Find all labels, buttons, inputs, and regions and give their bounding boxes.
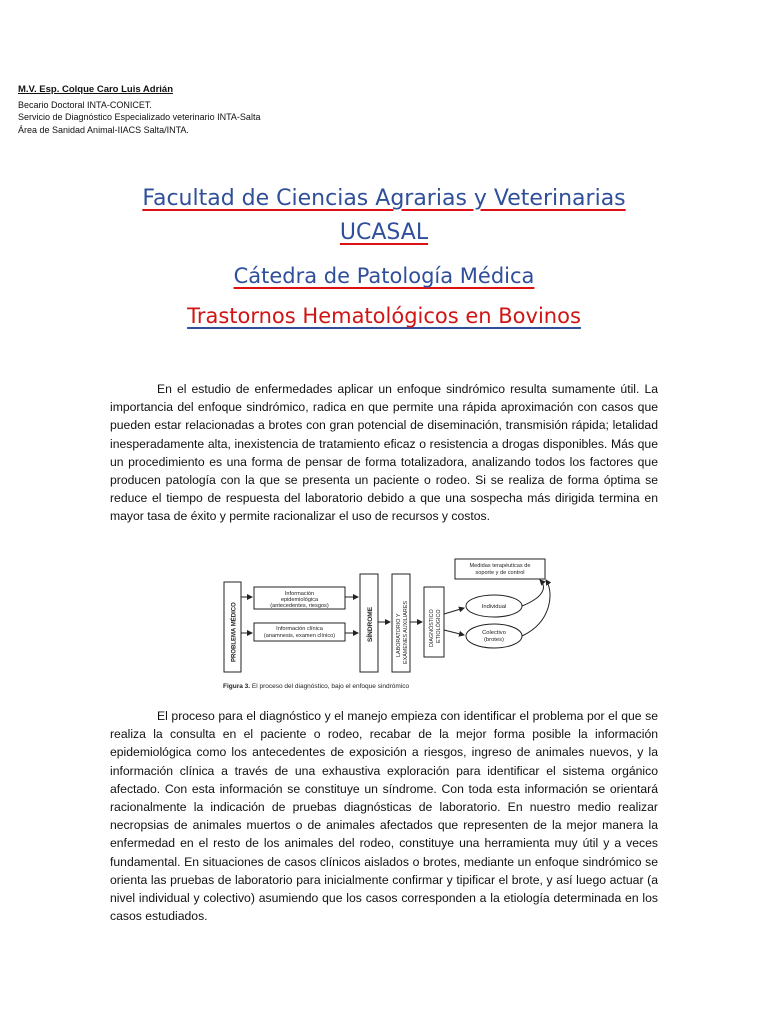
title-block	[0, 182, 768, 328]
individual-label: Individual	[481, 604, 507, 610]
etio-label-2: ETIOLÓGICO	[436, 609, 442, 643]
syndrome-label: SÍNDROME	[367, 606, 374, 642]
paragraph-process: El proceso para el diagnóstico y el manejo empieza con identificar el problema por el que se realiza la consulta en el paciente o rodeo, recabar de la mejor forma posible la información epidemiológica como los antecedentes de exposición a riesgos, ingreso de animales nuevos, y la información clínica a través de una exhaustiva exploración para identificar el sistema orgánico afectado. Con esta información se constituye un síndrome. Con toda esta información se orientará racionalmente la indicación de pruebas diagnósticas de laboratorio. En nuestro medio realizar necropsias de animales muertos o de animales afectados que representen de la mejor manera la enfermedad en el resto de los animales del rodeo, constituye una herramienta muy útil y a veces fundamental. En situaciones de casos clínicos aislados o brotes, mediante un enfoque sindrómico se orienta las pruebas de laboratorio para inicialmente confirmar y tipificar el brote, y así luego actuar (a nivel individual y colectivo) asumiendo que los casos corresponden a la etiología determinada en los casos estudiados.	[110, 709, 658, 924]
author-affiliation-3: Área de Sanidad Animal-IIACS Salta/INTA.	[18, 124, 189, 135]
measures-label-2: soporte y de control	[475, 570, 525, 576]
collective-ellipse	[466, 624, 522, 648]
problem-label: PROBLEMA MÉDICO	[231, 602, 238, 662]
lab-label-1: LABORATORIO Y	[396, 613, 402, 657]
diagnosis-process-diagram	[210, 552, 556, 698]
etio-label-1: DIAGNÓSTICO	[429, 609, 435, 647]
collective-label-1: Colectivo	[482, 630, 506, 636]
author-name: M.V. Esp. Colque Caro Luis Adrián	[18, 84, 174, 95]
lab-label-2: EXÁMENES AUXILIARES	[403, 601, 409, 664]
collective-label-2: (brotes)	[484, 637, 504, 643]
author-affiliation-2: Servicio de Diagnóstico Especializado veterinario INTA-Salta	[18, 112, 261, 122]
caption-label: Figura 3.	[223, 683, 251, 690]
measures-label-1: Medidas terapéuticas de	[469, 563, 531, 569]
university-title: UCASAL	[339, 220, 429, 245]
figure-caption	[223, 683, 409, 690]
caption-text: El proceso del diagnóstico, bajo el enfoque sindrómico	[250, 683, 410, 690]
epi-label-1: Información	[284, 591, 315, 597]
paragraph-intro: En el estudio de enfermedades aplicar un enfoque sindrómico resulta sumamente útil. La importancia del enfoque sindrómico, radica en que permite una rápida aproximación con casos que pueden estar relacionadas a brotes con gran potencial de diseminación, transmisión rápida; letalidad inesperadamente alta, inexistencia de tratamiento eficaz o resistencia a drogas disponibles. Más que un procedimiento es una forma de pensar de forma totalizadora, analizando todos los factores que producen patología con la que se presenta un paciente o rodeo. Si se realiza de forma óptima se reduce el tiempo de respuesta del laboratorio debido a que una sospecha más dirigida termina en mayor tasa de éxito y permite racionalizar el uso de recursos y costos.	[110, 382, 658, 524]
clin-label-1: Información clínica	[276, 626, 323, 632]
clin-label-2: (anamnesis, examen clínico)	[263, 633, 336, 639]
author-affiliation-1: Becario Doctoral INTA-CONICET.	[18, 99, 152, 110]
epi-label-3: (antecedentes, riesgos)	[270, 603, 329, 609]
author-block	[18, 84, 260, 136]
faculty-title: Facultad de Ciencias Agrarias y Veterinarias	[142, 186, 626, 211]
measures-box	[455, 559, 545, 579]
topic-title: Trastornos Hematológicos en Bovinos	[187, 304, 581, 328]
chair-title: Cátedra de Patología Médica	[233, 264, 535, 288]
epi-label-2: epidemiológica	[280, 597, 319, 603]
